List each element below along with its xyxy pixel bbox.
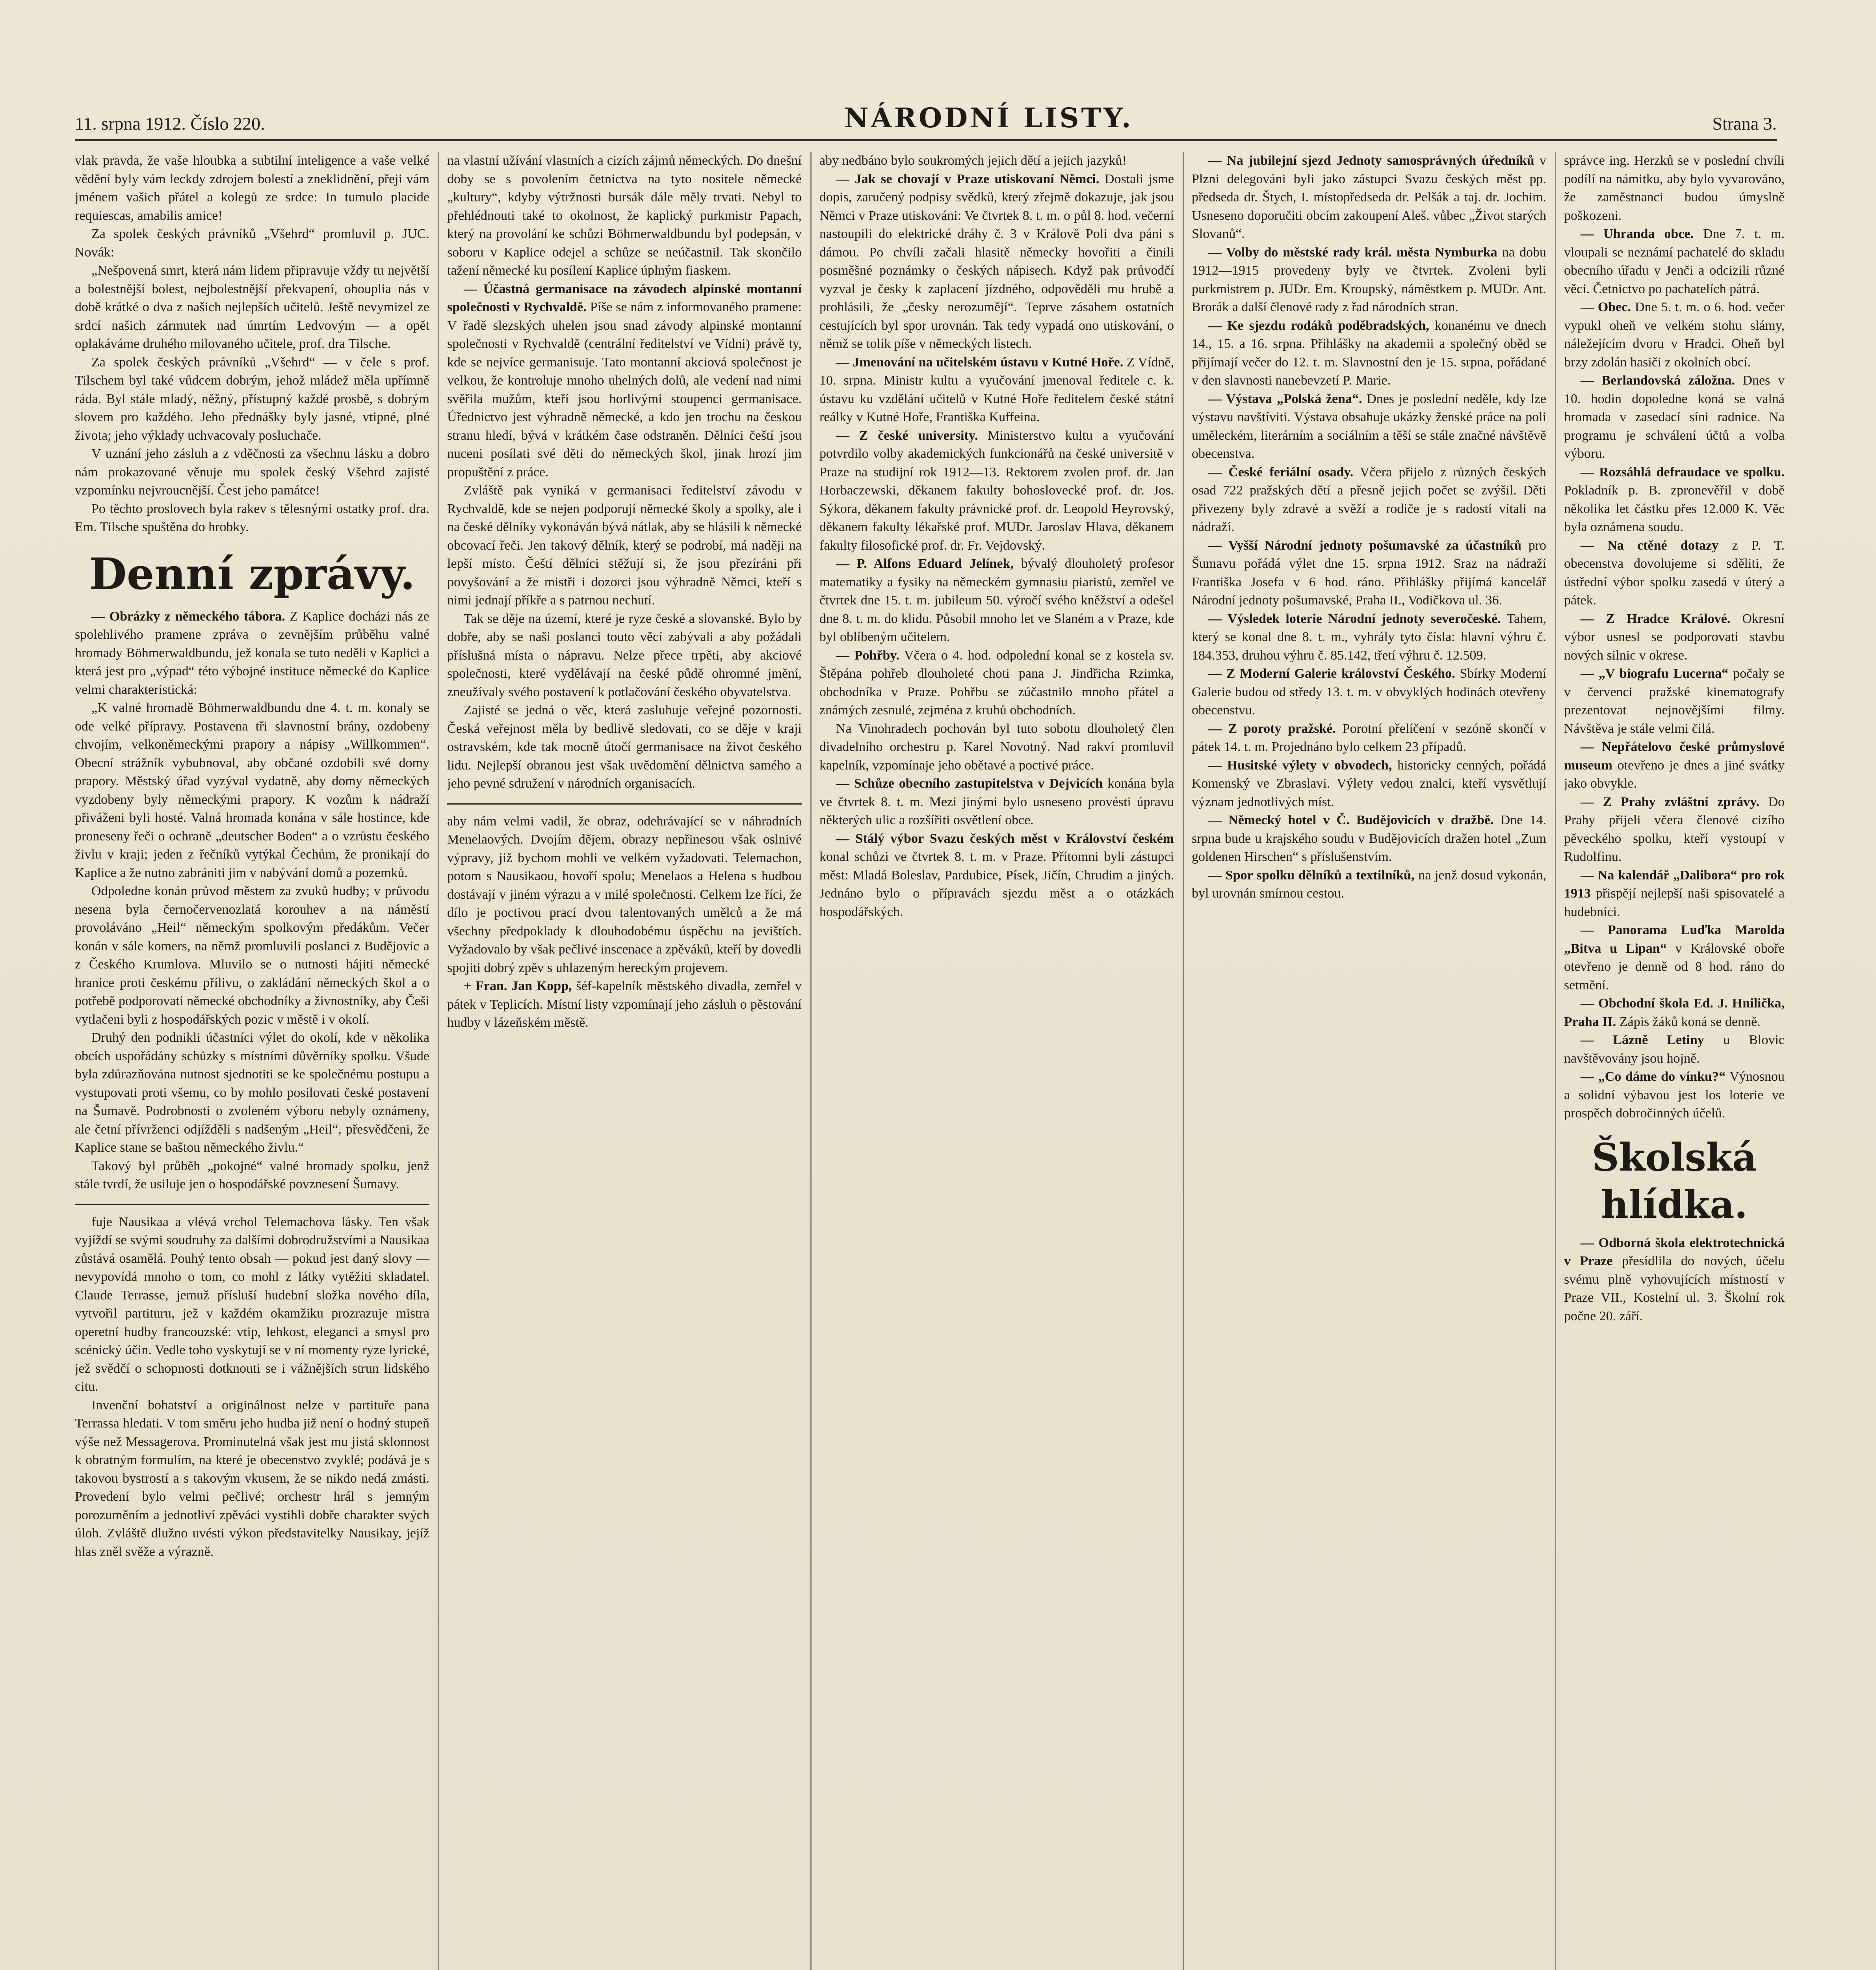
paragraph: Takový byl průběh „pokojné“ valné hromady spolku, jenž stále tvrdí, že usiluje jen o hospodářské povznesení Šumavy. <box>75 1158 429 1191</box>
paragraph: „K valné hromadě Böhmerwaldbundu dne 4. t. m. konaly se ode velké přípravy. Postavena tři slavnostní brány, ozdobeny chvojím, velkoněmeckými prapory a nápisy „Willkommen“. Obecní strážník vybubnoval, aby občané ozdobili své domy prapory. Městský úřad vyzýval vydatně, aby domy německých vyzdobeny byly německými prapory. K vozům k nádraží přiváženi byli hosté. Valná hromada konána v sále hostince, kde proneseny řeči o ochraně „deutscher Boden“ a o vzrůstu českého živlu v kraji; jeden z řečníků vytýkal Čechům, že pronikají do Kaplice a že nutno zabrániti jim v nabývání domů a pozemků. <box>75 701 429 880</box>
article-heading: — Rozsáhlá defraudace ve spolku. <box>1581 465 1785 479</box>
article-text: Včera přijelo z různých českých osad 722 pražských dětí a přesně jejich počet se zvýšil. Děti přivezeny byly zdravé a svěží a rodiče je s radostí vítali na nádraží. <box>1192 465 1546 534</box>
article-text: přesídlila do nových, účelu svému plně vyhovujících místností v Praze VII., Kostelní ul. 3. Školní rok počne 20. září. <box>1564 1254 1785 1323</box>
column-1 <box>75 152 429 1970</box>
column-divider <box>810 152 812 1970</box>
article-text: přispějí nejlepší naši spisovatelé a hudebníci. <box>1564 886 1785 919</box>
article-heading: — Účastná germanisace na závodech alpinské montanní společnosti v Rychvaldě. <box>447 281 802 314</box>
page-header <box>75 97 1777 141</box>
section-title-denni-zpravy: Denní zprávy. <box>89 548 415 599</box>
article-text: otevřeno je dnes a jiné svátky jako obvykle. <box>1564 758 1785 791</box>
article-heading: — Německý hotel v Č. Budějovicích v dražbě. <box>1208 813 1494 827</box>
article-text: Ministerstvo kultu a vyučování potvrdilo volby akademických funkcionářů na české universitě v Praze na studijní rok 1912—13. Rektorem zvolen prof. dr. Jan Horbaczewski, děkanem fakulty bohoslovecké prof. dr. Jos. Sýkora, děkanem fakulty právnické prof. dr. Leopold Heyrovský, děkanem fakulty lékařské prof. MUDr. Jaroslav Hlava, děkanem fakulty filosofické prof. dr. Fr. Vejdovský. <box>819 428 1174 553</box>
paragraph: Odpoledne konán průvod městem za zvuků hudby; v průvodu nesena byla černočervenozlatá korouhev a na náměstí provoláváno „Heil“ německým spolkovým předákům. Večer konán v sále komers, na němž promluvili poslanci z Budějovic a z Českého Krumlova. Mluvilo se o nutnosti hájiti německé hranice proti českému přílivu, o zakládání německých škol a o potřebě podporovati německé obchodníky a živnostníky, aby Češi vytlačeni byli z hospodářských pozic v městě i v okolí. <box>75 884 429 1027</box>
article-heading: — Z Prahy zvláštní zprávy. <box>1581 794 1759 809</box>
article-text: Píše se nám z informovaného pramene: V řadě slezských uhelen jsou snad závody alpinské montanní společnosti v Rychvaldě (centrální ředitelství ve Vídni) právě ty, kde se nejvíce germanisuje. Tato montanní akciová společnost je velkou, že kontroluje mnoho uhelných dolů, ale vedení nad nimi svěřila mužům, kteří jsou horlivými stoupenci germanisace. Úřednictvo jest výhradně německé, a kdo jen trochu na českou stranu hledí, bývá v krátkém čase odstraněn. Dělníci čeští jsou nuceni posílati své děti do německých škol, jinak hrozí jim propuštění z práce. <box>447 300 802 479</box>
article-heading: — Vyšší Národní jednoty pošumavské za účastníků <box>1208 538 1522 553</box>
article-text: na dobu 1912—1915 provedeny byly ve čtvrtek. Zvoleni byli purkmistrem p. JUDr. Em. Kroupský, náměstkem p. MUDr. Ant. Brorák a další členové rady z řad národních stran. <box>1192 245 1546 314</box>
article-text: konána byla ve čtvrtek 8. t. m. Mezi jinými bylo usneseno provésti úpravu některých ulic a rozšířiti osvětlení obce. <box>819 776 1174 827</box>
article-text: Zápis žáků koná se denně. <box>1619 1014 1761 1029</box>
article-text: Z Kaplice docházi nás ze spolehlivého pramene zpráva o zevnějším průběhu valné hromady Böhmerwaldbundu, jež konala se tuto neděli v Kaplici a která jest pro „výpad“ této výbojné instituce německé do Kaplice velmi charakteristická: <box>75 609 429 697</box>
article-heading: — Obec. <box>1581 300 1631 314</box>
article-heading: — P. Alfons Eduard Jelínek, <box>836 556 1014 571</box>
article-heading: — Ke sjezdu rodáků poděbradských, <box>1208 318 1429 333</box>
article-text: Sbírky Moderní Galerie budou od středy 13. t. m. v obvyklých hodinách otevřeny obecenstvu. <box>1192 666 1546 717</box>
article-heading: — Na jubilejní sjezd Jednoty samosprávných úředníků <box>1208 153 1534 168</box>
article-heading: — Stálý výbor Svazu českých měst v Království českém <box>836 831 1174 846</box>
column-3 <box>819 152 1174 1970</box>
article-text: Z Vídně, 10. srpna. Ministr kultu a vyučování jmenoval ředitele c. k. ústavu ku vzdělání učitelů v Kutné Hoře ředitelem české státní reálky v Kutné Hoře, Františka Kuffeina. <box>819 355 1174 424</box>
article-heading: — Panorama Luďka Marolda „Bitva u Lipan“ <box>1564 923 1785 956</box>
article-text: na jenž dosud vykonán, byl urovnán smírnou cestou. <box>1192 868 1546 901</box>
article-text: z P. T. obecenstva dovolujeme si sděliti, že ústřední výbor spolku zasedá v úterý a pátek. <box>1564 538 1785 608</box>
column-4 <box>1192 152 1546 1970</box>
paragraph: správce ing. Herzků se v poslední chvíli podílí na námitku, aby bylo vyvarováno, že zaměstnanci budou úmyslně poškozeni. <box>1564 153 1785 223</box>
article-text: Včera o 4. hod. odpolední konal se z kostela sv. Štěpána pohřeb dlouholeté choti pana J. Jindřicha Rzimka, obchodníka v Praze. Pohřbu se zúčastnilo mnoho přátel a známých zesnulé, zejména z kruhů obchodních. <box>819 648 1174 717</box>
article-text: šéf-kapelník městského divadla, zemřel v pátek v Teplicích. Místní listy vzpomínají jeho zásluh o pěstování hudby v lázeňském městě. <box>447 979 802 1030</box>
article-heading: — „V biografu Lucerna“ <box>1581 666 1729 681</box>
paragraph: „Nešpovená smrt, která nám lidem připravuje vždy tu největší a bolestnější bolest, nejbolestnější překvapení, ohouplia nás v době krátké o dva z našich nejlepších učitelů. Ještě nevymizel ze srdcí našich zármutek nad úmrtím Ledvovým — a opět oplakáváme druhého milovaného učitele, prof. dra Tilsche. <box>75 263 429 351</box>
article-text: počaly se v červenci pražské kinematografy prezentovat nejnovějšími filmy. Návštěva je stále velmi čilá. <box>1564 666 1785 736</box>
article-heading: — Na ctěné dotazy <box>1581 538 1719 553</box>
article-heading: — Obchodní škola Ed. J. Hnilička, Praha II. <box>1564 996 1785 1029</box>
newspaper-title: NÁRODNÍ LISTY. <box>844 102 1133 134</box>
column-divider <box>438 152 439 1970</box>
article-text: Tahem, který se konal dne 8. t. m., vyhrály tyto čísla: hlavní výhru č. 184.353, druhou výhru č. 85.142, třetí výhru č. 12.509. <box>1192 611 1546 663</box>
article-heading: — Z české university. <box>836 428 978 443</box>
article-heading: — Z poroty pražské. <box>1208 721 1336 736</box>
article-heading: — Nepřátelovo české průmyslové museum <box>1564 740 1785 773</box>
article-heading: — Schůze obecního zastupitelstva v Dejvicích <box>836 776 1103 791</box>
article-heading: — Volby do městské rady král. města Nymburka <box>1208 245 1497 260</box>
article-text: v Plzni delegováni byli jako zástupci Svazu českých měst pp. předseda dr. Štych, I. místopředseda dr. Pelšák a taj. dr. Jochim. Usneseno doporučiti obcím zakoupení Aleš. vůbec „Život starých Slovanů“. <box>1192 153 1546 241</box>
column-divider <box>1183 152 1184 1970</box>
article-text: Výnosnou a solidní výbavou jest los loterie ve prospěch dobročinných účelů. <box>1564 1069 1785 1121</box>
feuilleton-paragraph: aby nám velmi vadil, že obraz, odehrávající se v náhradních Menelaových. Dvojím dějem, obrazy nepřinesou však oslnivé výpravy, již bychom mohli ve velkém vyžadovati. Telemachon, potom s Nausikaou, hovoří spolu; Menelaos a Helena s hudbou dostávají v jiném výrazu a v milé společnosti. Celkem lze říci, že dílo je poctivou prací dvou talentovaných umělců a že má všechny předpoklady k dlouhodobému úspěchu na jevištích. Vyžadovalo by však pečlivé inscenace a zpěváků, kteří by dovedli spojiti dobrý zpěv s uhlazeným hereckým projevem. <box>447 814 802 975</box>
article-heading: — Lázně Letiny <box>1581 1033 1704 1047</box>
article-text: Dne 14. srpna bude u krajského soudu v Budějovicích dražen hotel „Zum goldenen Hirschen“ s příslušenstvím. <box>1192 813 1546 864</box>
column-5 <box>1564 152 1785 1970</box>
article-text: Okresní výbor usnesl se podporovati stavbu nových silnic v okrese. <box>1564 611 1785 663</box>
column-2 <box>447 152 802 1970</box>
article-text: historicky cenných, pořádá Komenský ve Zbraslavi. Výlety vedou znalci, kteří vysvětlují význam jednotlivých míst. <box>1192 758 1546 809</box>
article-text: Do Prahy přijeli včera členové cizího pěveckého spolku, kteří vystoupí v Rudolfinu. <box>1564 794 1785 864</box>
article-heading: — Z Hradce Králové. <box>1581 611 1731 626</box>
paragraph: V uznání jeho zásluh a z vděčnosti za všechnu lásku a dobro nám prokazované věnuje mu spolek český Všehrd zajisté vzpomínku nejvroucnější. Čest jeho památce! <box>75 446 429 498</box>
article-heading: — Z Moderní Galerie království Českého. <box>1208 666 1455 681</box>
paragraph: Zajisté se jedná o věc, která zasluhuje veřejné pozornosti. Česká veřejnost měla by bedlivě sledovati, co se děje v kraji ostravském, kde tak mocně útočí germanisace na život českého lidu. Nejlepší obranou jest však uvědomění dělnictva samého a jeho pevné sdružení v národních organisacích. <box>447 703 802 791</box>
article-text: u Blovic navštěvovány jsou hojně. <box>1564 1033 1785 1066</box>
paragraph: Druhý den podnikli účastníci výlet do okolí, kde v několika obcích uspořádány schůzky s místními důvěrníky spolku. Všude byla zdůrazňována nutnost sjednotiti se ke společnému postupu a vystupovati proti všemu, co by mohlo posilovati české postavení na Šumavě. Podrobnosti o zvoleném výboru nebyly oznámeny, ale četní přívrženci odjížděli s nadšeným „Heil“, přesvědčeni, že Kaplice stane se baštou německého živlu.“ <box>75 1030 429 1155</box>
article-text: bývalý dlouholetý profesor matematiky a fysiky na německém gymnasiu piaristů, zemřel ve čtvrtek dne 15. t. m. jubileum 50. výročí svého kněžství a odešel dne 8. t. m. do klidu. Působil mnoho let ve Slaném a v Praze, kde byl oblíbeným učitelem. <box>819 556 1174 644</box>
article-heading: — Spor spolku dělníků a textilníků, <box>1208 868 1415 883</box>
section-title-skolska-hlidka: Školská hlídka. <box>1592 1135 1757 1227</box>
article-heading: — Výsledek loterie Národní jednoty severočeské. <box>1208 611 1501 626</box>
article-heading: — Jmenování na učitelském ústavu v Kutné Hoře. <box>836 355 1124 370</box>
article-heading: — Husitské výlety v obvodech, <box>1208 758 1392 773</box>
issue-date: 11. srpna 1912. Číslo 220. <box>75 113 265 134</box>
paragraph: Za spolek českých právníků „Všehrd“ promluvil p. JUC. Novák: <box>75 227 429 260</box>
article-heading: — Berlandovská záložna. <box>1581 373 1735 388</box>
page-number: Strana 3. <box>1712 113 1777 134</box>
article-text: Porotní přelíčení v sezóně skončí v pátek 14. t. m. Projednáno bylo celkem 23 případů. <box>1192 721 1546 754</box>
article-text: Dne 7. t. m. vloupali se neznámí pachatelé do skladu obecního úřadu v Jenči a odcizili různé věci. Četnictvo po pachatelích pátrá. <box>1564 227 1785 296</box>
paragraph: Po těchto proslovech byla rakev s tělesnými ostatky prof. dra. Em. Tilsche spuštěna do hrobky. <box>75 501 429 534</box>
column-divider <box>1555 152 1556 1970</box>
article-text: Pokladník p. B. zpronevěřil v době několika let částku přes 12.000 K. Věc byla oznámena soudu. <box>1564 483 1785 534</box>
paragraph: Na Vinohradech pochován byl tuto sobotu dlouholetý člen divadelního orchestru p. Karel Novotný. Nad rakví promluvil kapelník, vzpomínaje jeho obětavé a poctivé práce. <box>819 721 1174 773</box>
paragraph: Za spolek českých právníků „Všehrd“ — v čele s prof. Tilschem byl také vůdcem dobrým, jehož mládež měla upřímně ráda. Byl stále mladý, něžný, přístupný každé prosbě, s dobrým slovem pro každého. Jeho přednášky byly jasné, vtipné, plné života; jeho výklady uchvacovaly posluchače. <box>75 355 429 443</box>
article-heading: — „Co dáme do vínku?“ <box>1581 1069 1726 1084</box>
article-text: pro Šumavu pořádá výlet dne 15. srpna 1912. Sraz na nádraží Františka Josefa v 6 hod. ráno. Přihlášky přijímá kancelář Národní jednoty pošumavské, Praha II., Vodičkova ul. 36. <box>1192 538 1546 608</box>
article-text: Dostali jsme dopis, zaručený podpisy svědků, který zřejmě dokazuje, jak jsou Němci v Praze utiskováni: Ve čtvrtek 8. t. m. o půl 8. hod. večerní nastoupili do elektrické dráhy č. 3 v Králově Poli dva páni s dámou. Po chvíli začali hlasitě německy hovořiti a činili posměšné poznámky o českých nápisech. Když pak průvodčí vyzval je česky k zaplacení jízdného, odpověděli mu hrubě a prohlásili, že „česky nerozumějí“. Teprve zásahem ostatních cestujících byl spor urovnán. Tak tedy vypadá ono utiskování, o němž se tolik píše v německých listech. <box>819 171 1174 351</box>
article-heading: — Odborná škola elektrotechnická v Praze <box>1564 1235 1785 1268</box>
article-heading: + Fran. Jan Kopp, <box>464 979 572 993</box>
paragraph: Zvláště pak vyniká v germanisaci ředitelství závodu v Rychvaldě, kde se nejen podporují německé školy a spolky, ale i na české dělníky vykonáván bývá nátlak, aby se hlásili k německé obcovací řeči. Jen takový dělník, který se podrobí, má naději na lepší místo. Čeští dělníci stěžují si, že jsou přezíráni při povyšování a že mistři i dozorci jsou výhradně Němci, kteří s nimi jednají příkře a s patrnou nechutí. <box>447 483 802 608</box>
paragraph: na vlastní užívání vlastních a cizích zájmů německých. Do dnešní doby se s povolením četnictva na tyto nositele německé „kultury“, kdyby výtržnosti bursák dále měly trvati. Nebyl to přehlédnouti také to okolnost, že kaplický purkmistr Papach, který na provolání ke schůzi Böhmerwaldbundu byl podepsán, v soboru v Kaplice odejel a schůze se neúčastnil. Tak skončilo tažení německé ku posílení Kaplice úplným fiaskem. <box>447 153 802 278</box>
feuilleton-divider <box>447 803 802 805</box>
paragraph: Tak se děje na území, které je ryze české a slovanské. Bylo by dobře, aby se naši poslanci touto věcí zabývali a aby požádali příslušná místa o nápravu. Nelze přece trpěti, aby akciové společnosti, které vydělávají na české půdě ohromné jmění, zneužívaly svého postavení k potlačování českého obyvatelstva. <box>447 611 802 699</box>
article-heading: — Pohřby. <box>836 648 899 663</box>
article-text: v Královské oboře otevřeno je denně od 8 hod. ráno do setmění. <box>1564 941 1785 992</box>
paragraph: vlak pravda, že vaše hloubka a subtilní inteligence a vaše velké vědění byly vám leckdy zdrojem bolestí a zneklidnění, přeji vám jménem vašich přátel a kolegů ze srdce: In tumulo placide requiescas, amabilis amice! <box>75 153 429 223</box>
article-heading: — Jak se chovají v Praze utiskovaní Němci. <box>836 171 1100 186</box>
article-text: Dne 5. t. m. o 6. hod. večer vypukl oheň ve velkém stohu slámy, náležejícím dvoru v Hradci. Oheň byl brzy zdolán hasiči z okolních obcí. <box>1564 300 1785 370</box>
article-text: konal schůzi ve čtvrtek 8. t. m. v Praze. Přítomni byli zástupci měst: Mladá Boleslav, Pardubice, Písek, Jičín, Chrudim a jiných. Jednáno bylo o přípravách sjezdu měst a o otázkách hospodářských. <box>819 849 1174 919</box>
article-heading: — Obrázky z německého tábora. <box>91 609 285 624</box>
article-heading: — Na kalendář „Dalibora“ pro rok 1913 <box>1564 868 1785 901</box>
feuilleton-divider <box>75 1204 429 1205</box>
feuilleton-paragraph: Invenční bohatství a originálnost nelze v partituře pana Terrassa hledati. V tom směru jeho hudba již není o hodný stupeň výše než Messagerova. Prominutelná však jest mu jistá sklonnost k obratným formulím, na které je obecenstvo zvyklé; podává je s takovou bystrostí a s takovým vkusem, že se nikdo nedá zmásti. Provedení bylo velmi pečlivé; orchestr hrál s jemným porozuměním a jednotliví zpěváci vystihli dobře charakter svých úloh. Zvláště dlužno uvésti výkon představitelky Nausikay, jejíž hlas zněl svěže a výrazně. <box>75 1398 429 1559</box>
feuilleton-paragraph: fuje Nausikaa a vlévá vrchol Telemachova lásky. Ten však vyjíždí se svými soudruhy za dalšími dobrodružstvími a Nausikaa zůstává osamělá. Pouhý tento obsah — pokud jest daný slovy — nevypovídá mnoho o tom, co mohl z látky vytěžiti skladatel. Claude Terrasse, jemuž přísluší hudební složka nového díla, vytvořil partituru, jež v každém okamžiku prozrazuje mistra operetní hudby francouzské: vtip, lehkost, eleganci a smysl pro scénický účin. Vedle toho vyskytují se v ní momenty ryze lyrické, jež svědčí o schopnosti dotknouti se i vážnějších strun lidského citu. <box>75 1214 429 1394</box>
article-heading: — Výstava „Polská žena“. <box>1208 391 1362 406</box>
article-heading: — Uhranda obce. <box>1581 227 1694 241</box>
article-text: Dnes v 10. hodin dopoledne koná se valná hromada v zasedací síni radnice. Na programu je schválení účtů a volba výboru. <box>1564 373 1785 461</box>
paragraph: aby nedbáno bylo soukromých jejich dětí a jejich jazyků! <box>819 153 1127 168</box>
article-text: konanému ve dnech 14., 15. a 16. srpna. Přihlášky na akademii a společný oběd se přijímají večer do 12. t. m. Slavnostní den je 15. srpna, pořádané v den slavnosti nanebevzetí P. Marie. <box>1192 318 1546 388</box>
article-heading: — České feriální osady. <box>1208 465 1354 479</box>
article-text: Dnes je poslední neděle, kdy lze výstavu navštíviti. Výstava obsahuje ukázky ženské práce na poli uměleckém, literárním a sociálním a těší se stále značné návštěvě obecenstva. <box>1192 391 1546 461</box>
